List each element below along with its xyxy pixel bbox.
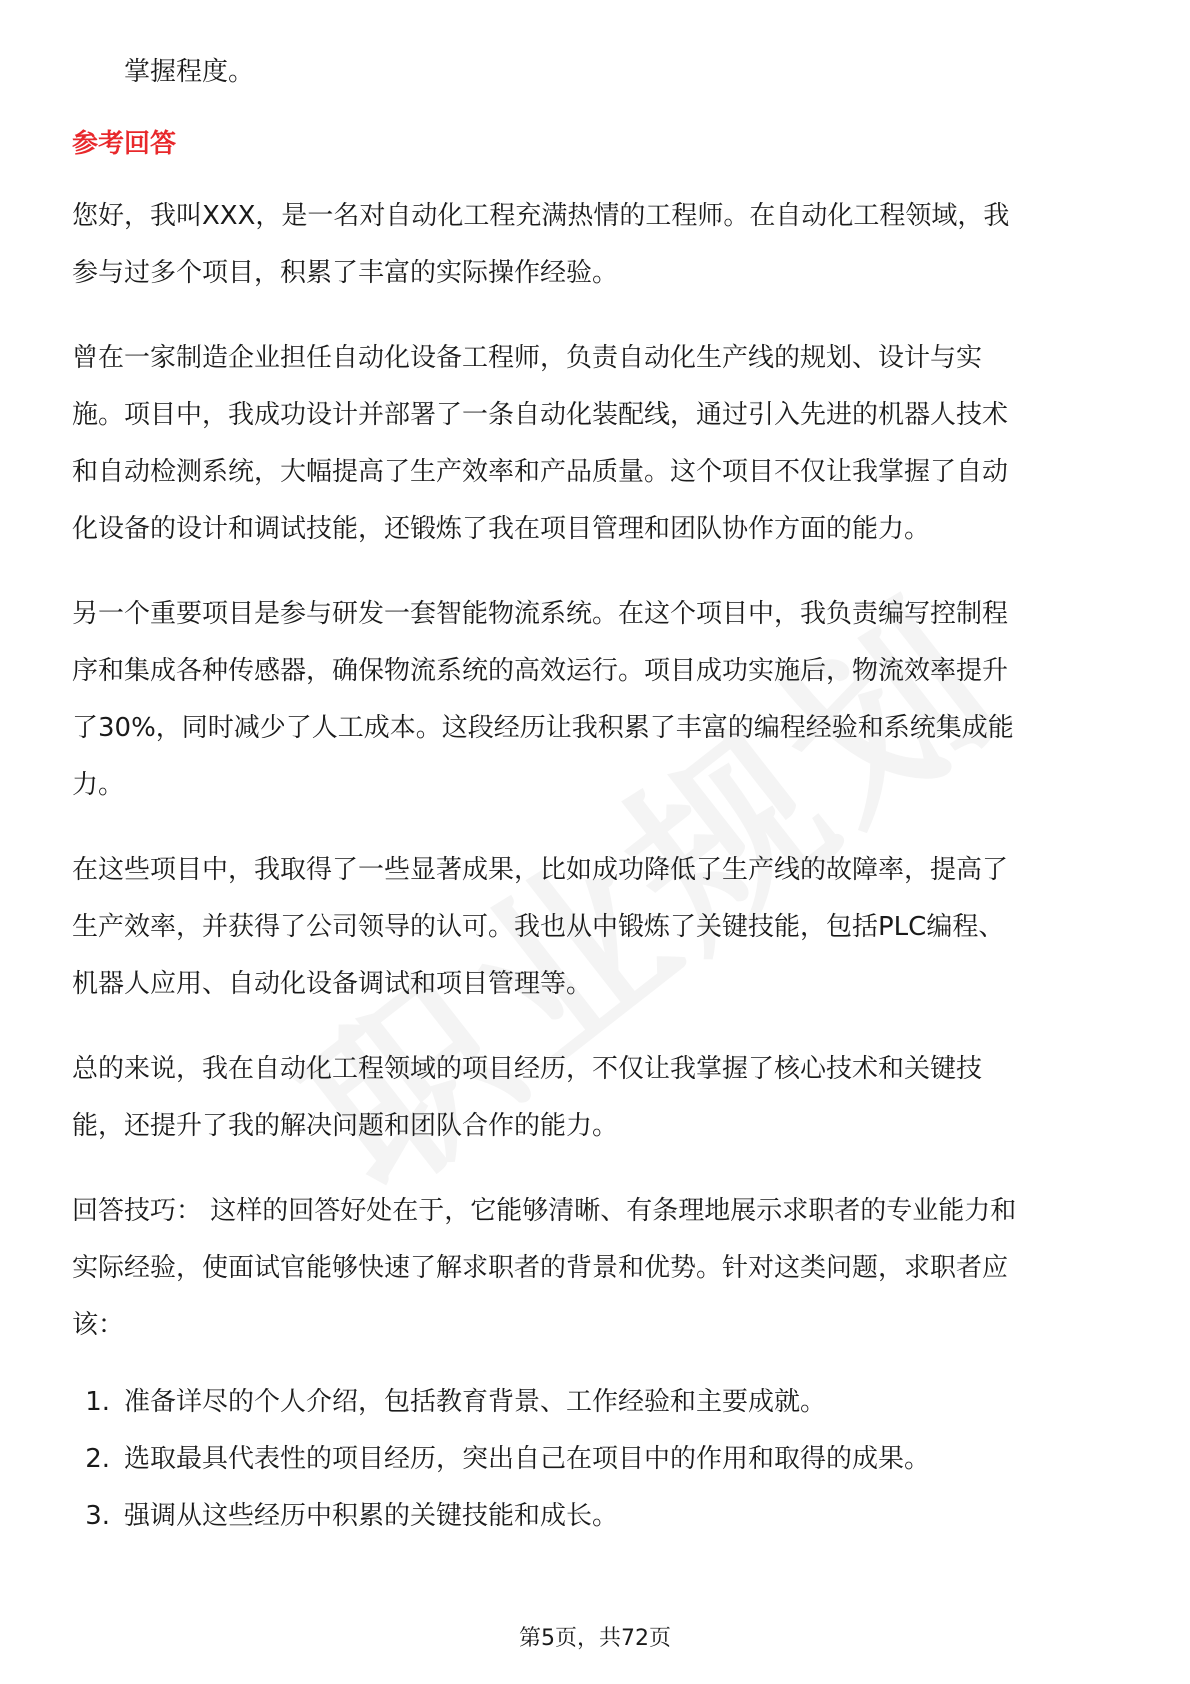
- list-item-text: 选取最具代表性的项目经历，突出自己在项目中的作用和取得的成果。: [124, 1444, 931, 1474]
- paragraph-project-two: [72, 586, 1120, 814]
- list-item: [72, 1431, 1120, 1488]
- section-heading: 参考回答: [72, 129, 177, 159]
- paragraph-line: 参与过多个项目，积累了丰富的实际操作经验。: [72, 258, 619, 288]
- paragraph-line: 和自动检测系统，大幅提高了生产效率和产品质量。这个项目不仅让我掌握了自动: [72, 457, 1009, 487]
- paragraph-line: 力。: [72, 770, 125, 800]
- list-item-text: 准备详尽的个人介绍，包括教育背景、工作经验和主要成就。: [124, 1387, 827, 1417]
- paragraph-line: 您好，我叫XXX，是一名对自动化工程充满热情的工程师。在自动化工程领域，我: [72, 201, 1010, 231]
- paragraph-line: 生产效率，并获得了公司领导的认可。我也从中锻炼了关键技能，包括PLC编程、: [72, 912, 1005, 942]
- paragraph-line: 总的来说，我在自动化工程领域的项目经历，不仅让我掌握了核心技术和关键技: [72, 1054, 983, 1084]
- list-item: [72, 1374, 1120, 1431]
- list-item-number: 3.: [85, 1501, 110, 1531]
- paragraph-line: 该：: [72, 1310, 125, 1340]
- paragraph-line: 施。项目中，我成功设计并部署了一条自动化装配线，通过引入先进的机器人技术: [72, 400, 1009, 430]
- paragraph-line: 能，还提升了我的解决问题和团队合作的能力。: [72, 1111, 619, 1141]
- paragraph-line: 了30%，同时减少了人工成本。这段经历让我积累了丰富的编程经验和系统集成能: [72, 713, 1014, 743]
- list-item-number: 1.: [85, 1387, 110, 1417]
- paragraph-line: 实际经验，使面试官能够快速了解求职者的背景和优势。针对这类问题，求职者应: [72, 1253, 1009, 1283]
- tips-list: [72, 1374, 1120, 1545]
- paragraph-intro: [72, 188, 1120, 302]
- paragraph-line: 化设备的设计和调试技能，还锻炼了我在项目管理和团队协作方面的能力。: [72, 514, 931, 544]
- paragraph-line: 机器人应用、自动化设备调试和项目管理等。: [72, 969, 593, 999]
- page-content: [72, 44, 1120, 1545]
- paragraph-line: 另一个重要项目是参与研发一套智能物流系统。在这个项目中，我负责编写控制程: [72, 599, 1009, 629]
- continued-text-fragment: 掌握程度。: [124, 57, 255, 87]
- paragraph-answer-tips: [72, 1183, 1120, 1354]
- paragraph-line: 在这些项目中，我取得了一些显著成果，比如成功降低了生产线的故障率，提高了: [72, 855, 1009, 885]
- paragraph-project-one: [72, 330, 1120, 558]
- list-item-number: 2.: [85, 1444, 110, 1474]
- paragraph-summary: [72, 1041, 1120, 1155]
- paragraph-line: 回答技巧： 这样的回答好处在于，它能够清晰、有条理地展示求职者的专业能力和: [72, 1196, 1017, 1226]
- paragraph-achievements: [72, 842, 1120, 1013]
- paragraph-line: 序和集成各种传感器，确保物流系统的高效运行。项目成功实施后，物流效率提升: [72, 656, 1009, 686]
- list-item: [72, 1488, 1120, 1545]
- list-item-text: 强调从这些经历中积累的关键技能和成长。: [124, 1501, 619, 1531]
- paragraph-line: 曾在一家制造企业担任自动化设备工程师，负责自动化生产线的规划、设计与实: [72, 343, 983, 373]
- page-number-footer: 第5页，共72页: [519, 1626, 671, 1651]
